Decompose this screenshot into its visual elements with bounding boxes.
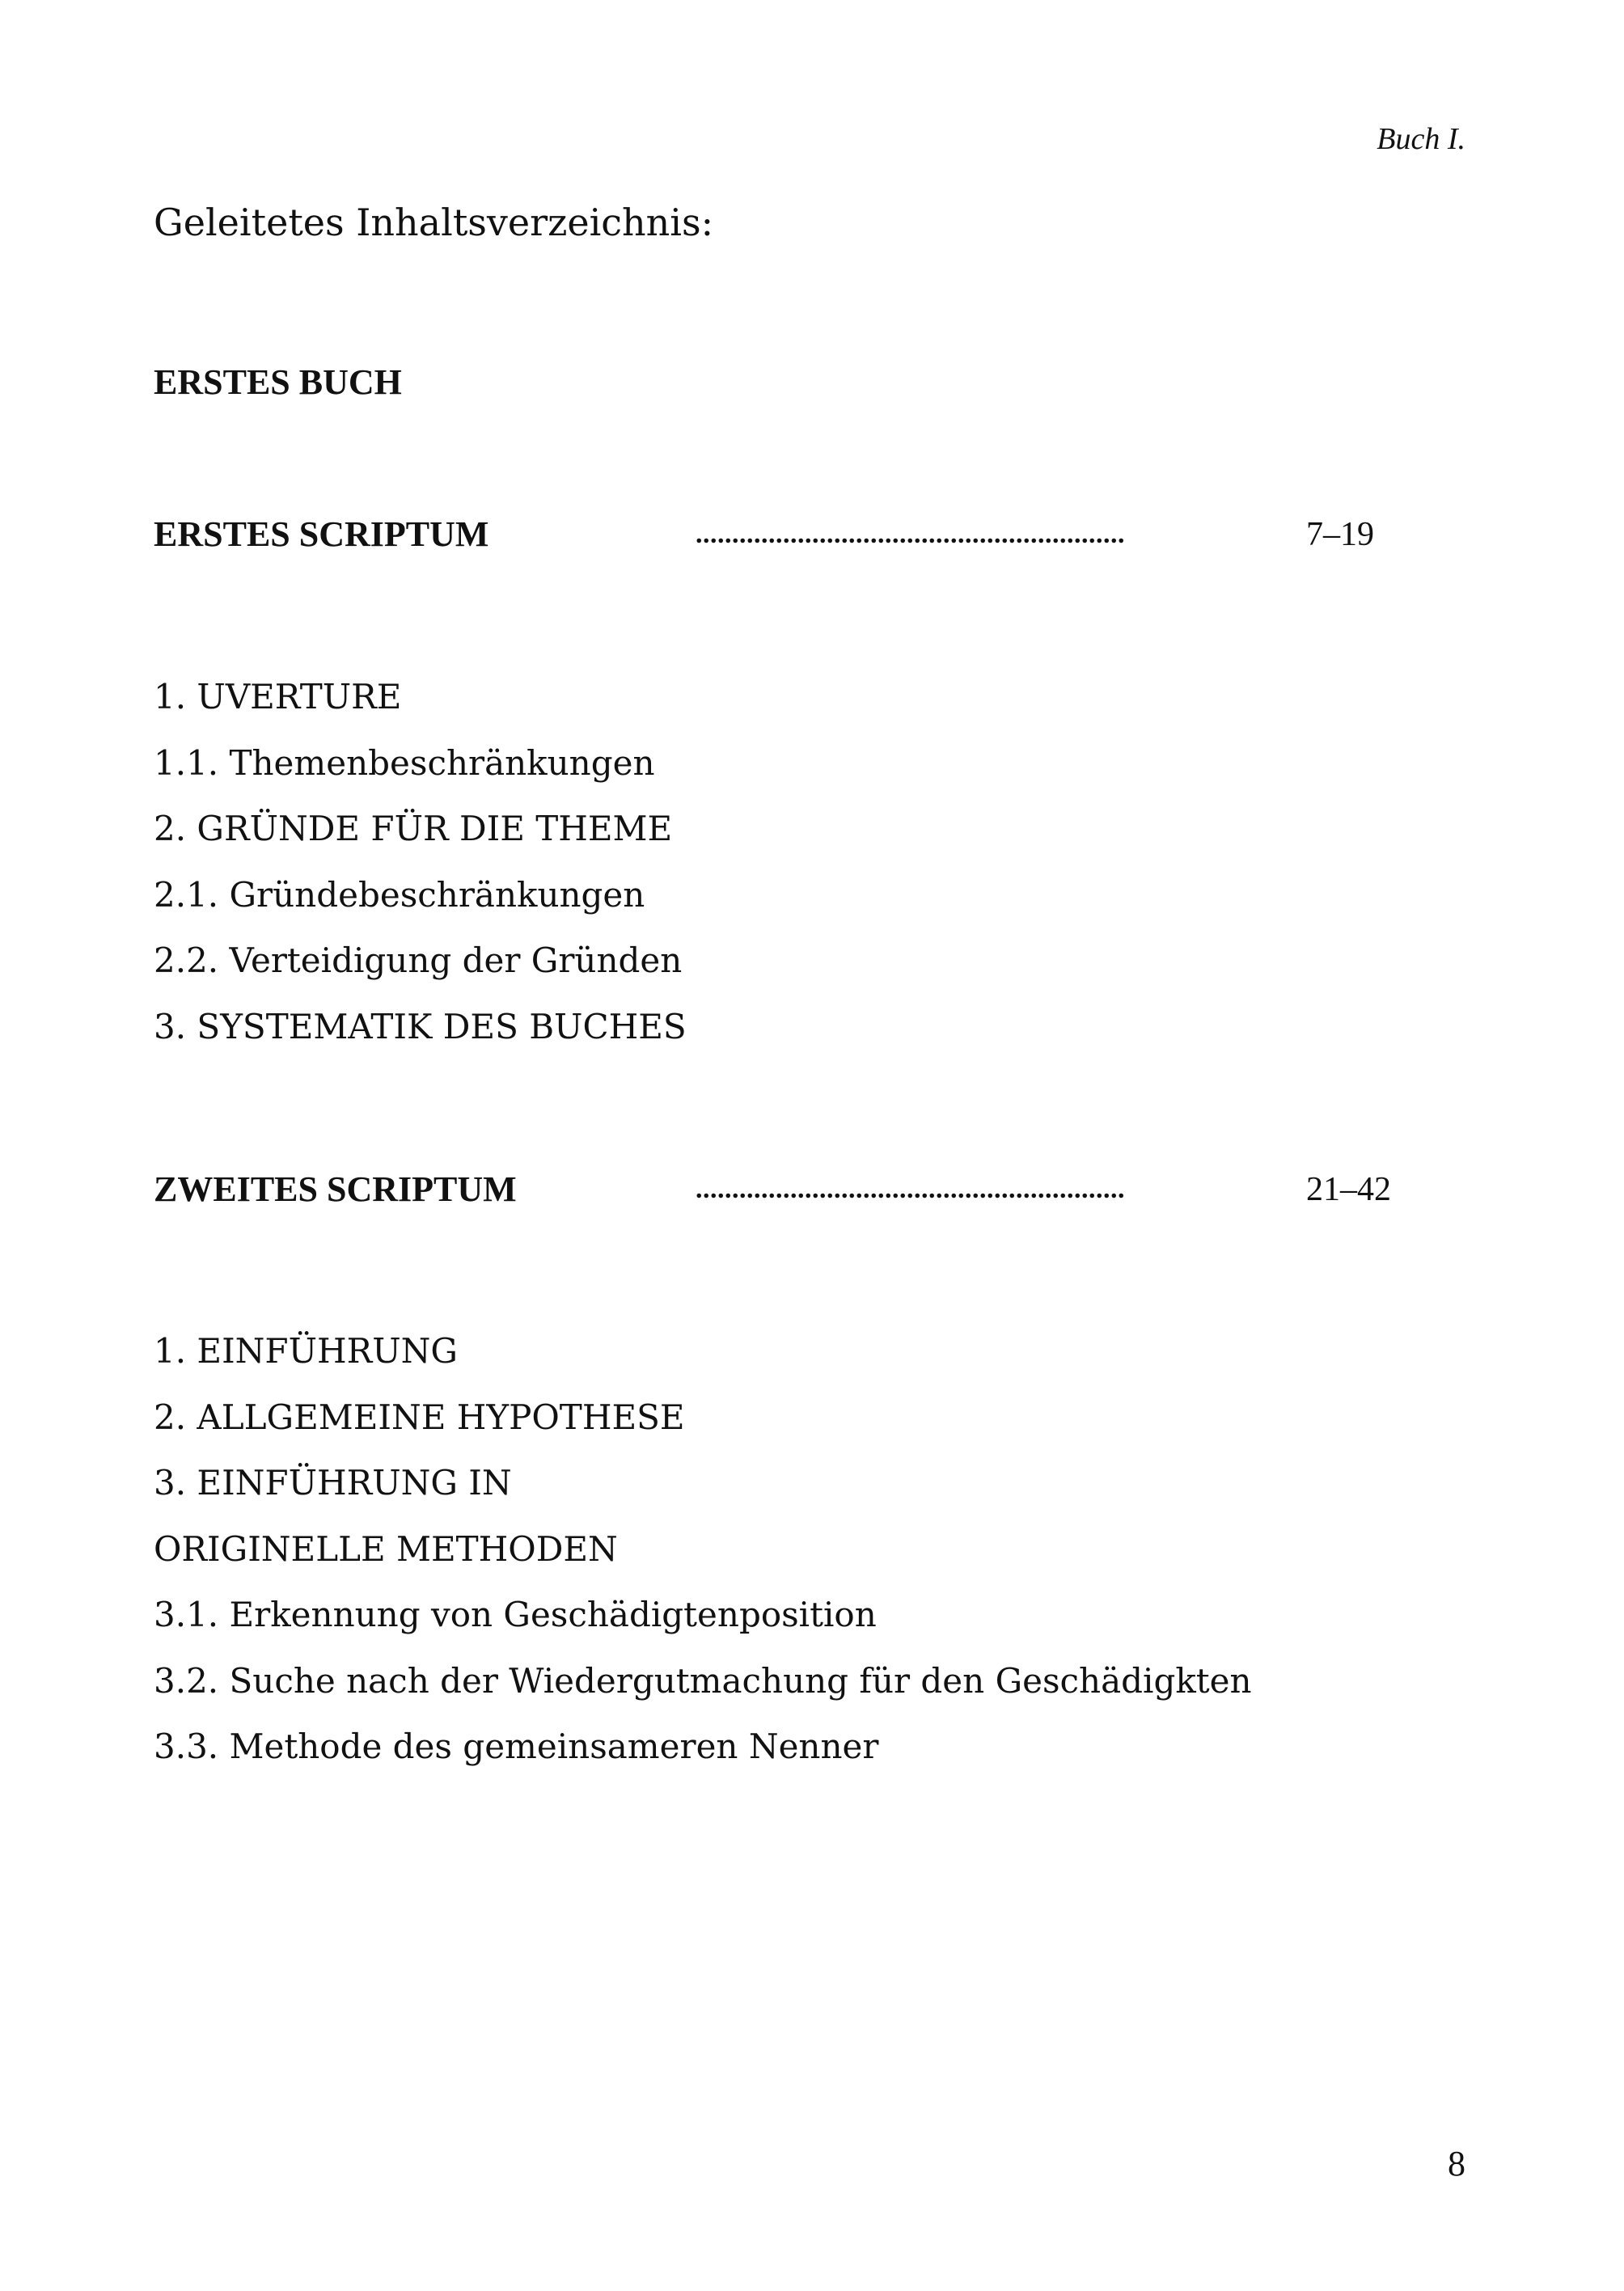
section-item: ORIGINELLE METHODEN (154, 1528, 618, 1569)
section-item: 1. UVERTURE (154, 677, 402, 716)
page-range: 7–19 (1306, 516, 1374, 553)
section-item: 2. GRÜNDE FÜR DIE THEME (154, 809, 673, 848)
toc-entry-erstes-scriptum (154, 510, 1464, 559)
page-range: 21–42 (1306, 1171, 1391, 1208)
scriptum-title: ZWEITES SCRIPTUM (154, 1169, 517, 1209)
section-item: 2. ALLGEMEINE HYPOTHESE (154, 1397, 685, 1437)
scriptum-title: ERSTES SCRIPTUM (154, 514, 489, 554)
section-item: 1. EINFÜHRUNG (154, 1331, 458, 1371)
page-number: 8 (1448, 2144, 1465, 2183)
toc-intro: Geleitetes Inhaltsverzeichnis: (154, 201, 714, 244)
section-item: 3.1. Erkennung von Geschädigtenposition (154, 1595, 877, 1634)
dot-leader: ........................................................... (696, 519, 1125, 549)
section-item: 3.2. Suche nach der Wiedergutmachung für den Geschädigkten (154, 1660, 1252, 1701)
running-head: Buch I. (1377, 122, 1465, 156)
section-item: 3. EINFÜHRUNG IN (154, 1463, 512, 1503)
section-item: 3.3. Methode des gemeinsameren Nenner (154, 1727, 879, 1766)
section-item: 2.1. Gründebeschränkungen (154, 874, 645, 915)
dot-leader: ........................................................... (696, 1174, 1125, 1204)
section-item: 2.2. Verteidigung der Gründen (154, 940, 683, 980)
section-list-erstes-scriptum (154, 664, 1464, 1059)
toc-entry-zweites-scriptum (154, 1165, 1464, 1214)
section-item: 1.1. Themenbeschränkungen (154, 742, 655, 783)
section-item: 3. SYSTEMATIK DES BUCHES (154, 1006, 687, 1046)
table-of-contents (154, 198, 1464, 1780)
section-list-zweites-scriptum (154, 1318, 1464, 1780)
book-title: ERSTES BUCH (154, 362, 402, 402)
